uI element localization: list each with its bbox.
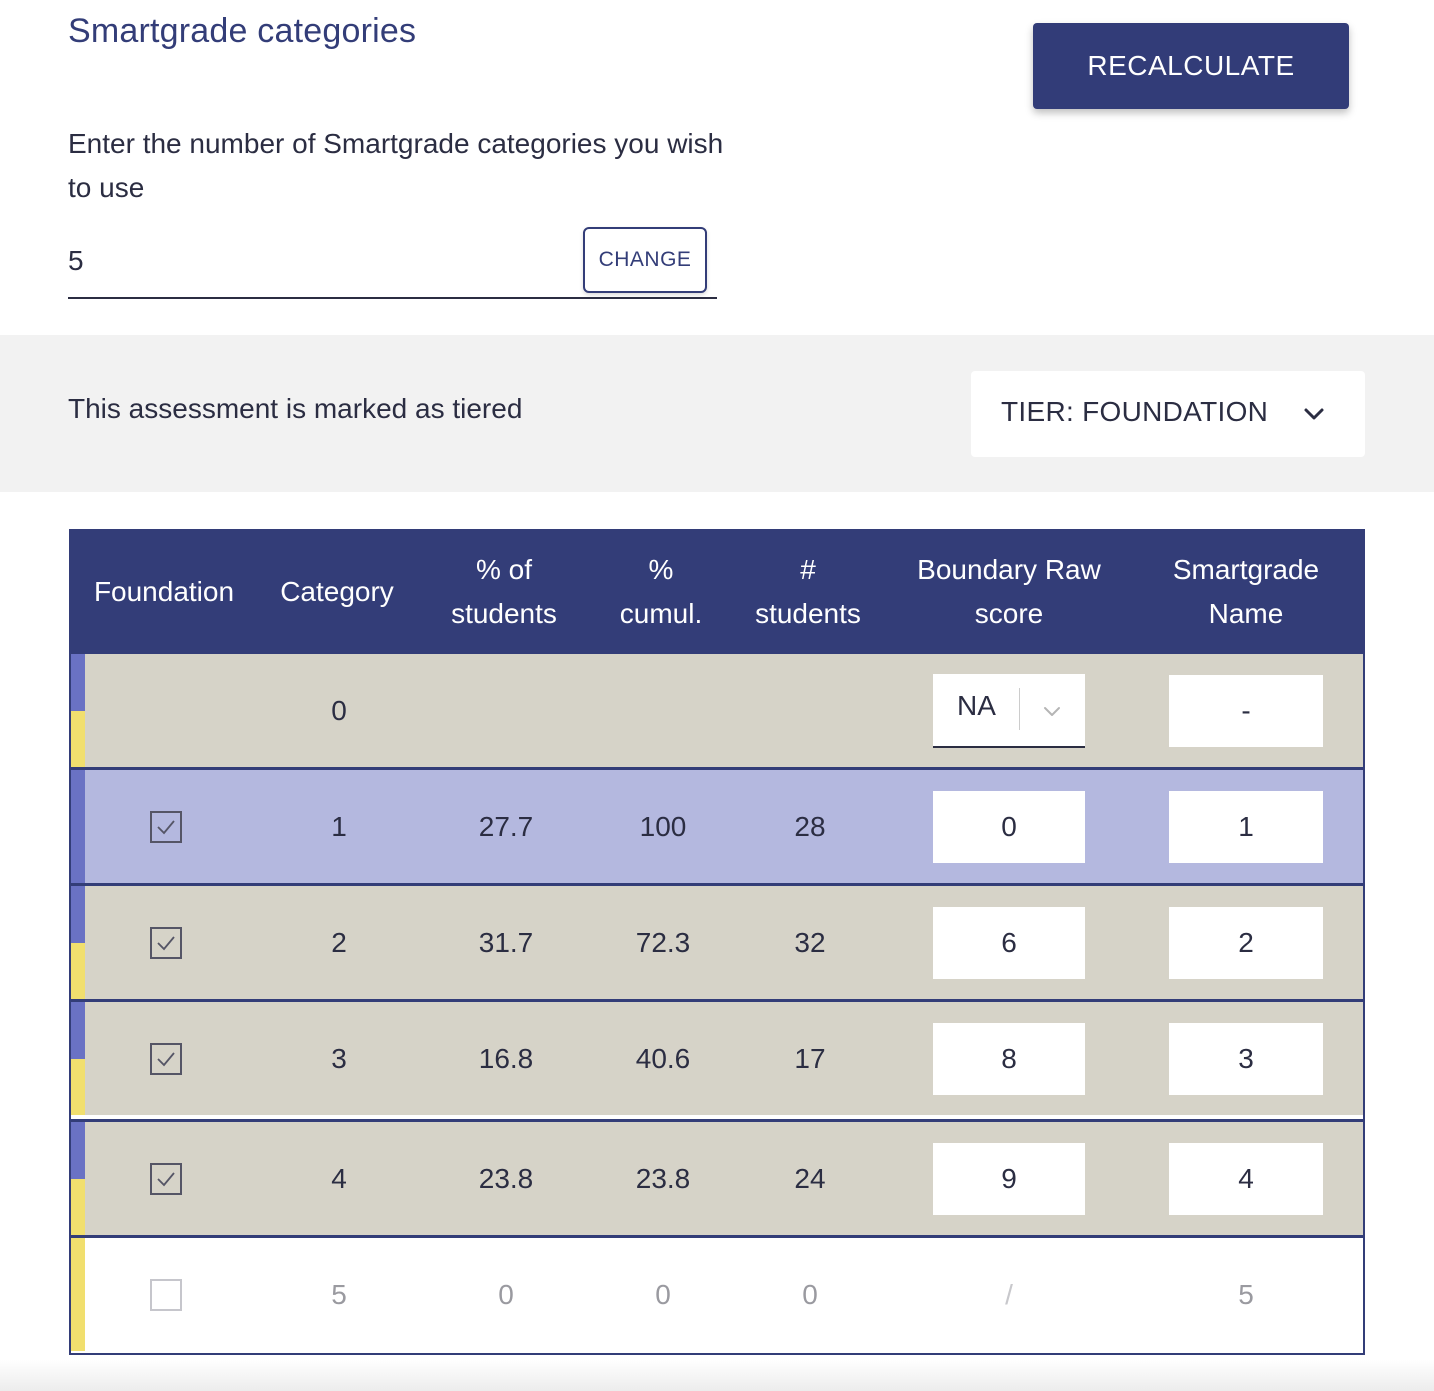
tier-stripe-higher bbox=[71, 886, 85, 943]
category-count-row bbox=[68, 226, 717, 299]
tier-stripe-higher bbox=[71, 654, 85, 711]
foundation-checkbox[interactable] bbox=[150, 927, 182, 959]
category-count-input[interactable] bbox=[68, 238, 568, 284]
boundary-placeholder: / bbox=[1005, 1278, 1013, 1310]
foundation-cell bbox=[131, 770, 201, 883]
category-cell: 1 bbox=[331, 810, 347, 842]
tier-stripe-foundation bbox=[71, 943, 85, 999]
foundation-cell bbox=[131, 1238, 201, 1351]
smartgrade-name-input[interactable]: 3 bbox=[1169, 1023, 1323, 1095]
tier-stripe-foundation bbox=[71, 1059, 85, 1115]
change-button[interactable]: CHANGE bbox=[583, 227, 707, 293]
col-smartgrade-name: Smartgrade Name bbox=[1172, 553, 1320, 629]
tier-stripe-foundation bbox=[71, 1179, 85, 1235]
table-row bbox=[71, 1238, 1363, 1351]
table-row bbox=[71, 1122, 1363, 1235]
pct-students-cell: 27.7 bbox=[478, 810, 534, 842]
pct-students-cell: 31.7 bbox=[478, 926, 534, 958]
tier-stripe-foundation bbox=[71, 1238, 85, 1351]
tier-stripe-higher bbox=[71, 1002, 85, 1059]
tier-stripe-higher bbox=[71, 1122, 85, 1179]
name-cell bbox=[1169, 1122, 1323, 1235]
boundary-select-value: NA bbox=[957, 689, 996, 721]
col-category: Category bbox=[280, 575, 394, 607]
recalculate-button[interactable]: RECALCULATE bbox=[1033, 23, 1349, 109]
col-pct-students: % of students bbox=[451, 553, 557, 629]
category-cell: 3 bbox=[331, 1042, 347, 1074]
foundation-cell bbox=[131, 1002, 201, 1115]
category-cell: 5 bbox=[331, 1278, 347, 1310]
table-row bbox=[71, 770, 1363, 883]
num-students-cell: 0 bbox=[802, 1278, 818, 1310]
pct-cumul-cell: 23.8 bbox=[635, 1162, 691, 1194]
foundation-checkbox[interactable] bbox=[150, 811, 182, 843]
category-count-instructions: Enter the number of Smartgrade categories you wish to use bbox=[68, 128, 724, 203]
pct-students-cell: 23.8 bbox=[478, 1162, 534, 1194]
foundation-checkbox[interactable] bbox=[150, 1043, 182, 1075]
foundation-checkbox[interactable] bbox=[150, 1163, 182, 1195]
boundary-input[interactable]: 8 bbox=[933, 1023, 1085, 1095]
num-students-cell: 28 bbox=[794, 810, 826, 842]
tier-stripe-foundation bbox=[71, 711, 85, 767]
select-divider bbox=[1019, 688, 1020, 730]
tier-message: This assessment is marked as tiered bbox=[68, 393, 523, 424]
name-cell bbox=[1169, 770, 1323, 883]
boundary-input[interactable]: 0 bbox=[933, 791, 1085, 863]
pct-cumul-cell: 0 bbox=[655, 1278, 671, 1310]
check-icon bbox=[154, 815, 178, 839]
chevron-down-icon bbox=[1041, 700, 1063, 722]
page-title: Smartgrade categories bbox=[68, 12, 417, 50]
table-row bbox=[71, 1002, 1363, 1115]
check-icon bbox=[154, 1047, 178, 1071]
tier-band bbox=[0, 335, 1434, 492]
foundation-cell bbox=[131, 886, 201, 999]
table-row bbox=[71, 886, 1363, 999]
smartgrade-name-input[interactable]: 4 bbox=[1169, 1143, 1323, 1215]
boundary-cell bbox=[933, 770, 1085, 883]
category-cell: 0 bbox=[331, 694, 347, 726]
boundary-cell bbox=[933, 886, 1085, 999]
foundation-checkbox[interactable] bbox=[150, 1279, 182, 1311]
name-cell bbox=[1169, 886, 1323, 999]
num-students-cell: 32 bbox=[794, 926, 826, 958]
check-icon bbox=[154, 931, 178, 955]
pct-cumul-cell: 72.3 bbox=[635, 926, 691, 958]
col-num-students: # students bbox=[755, 553, 861, 629]
category-cell: 2 bbox=[331, 926, 347, 958]
boundary-input[interactable]: 9 bbox=[933, 1143, 1085, 1215]
name-cell: 5 bbox=[1238, 1278, 1254, 1310]
num-students-cell: 24 bbox=[794, 1162, 826, 1194]
pct-cumul-cell: 100 bbox=[639, 810, 687, 842]
pct-cumul-cell: 40.6 bbox=[635, 1042, 691, 1074]
tier-dropdown-value: TIER: FOUNDATION bbox=[1001, 396, 1269, 427]
boundary-cell bbox=[933, 1238, 1085, 1351]
categories-table bbox=[69, 529, 1365, 1355]
col-pct-cumul: % cumul. bbox=[619, 553, 703, 629]
tier-dropdown[interactable] bbox=[971, 371, 1365, 457]
smartgrade-name-input[interactable]: - bbox=[1169, 675, 1323, 747]
check-icon bbox=[154, 1167, 178, 1191]
table-header bbox=[69, 529, 1365, 654]
smartgrade-name-input[interactable]: 2 bbox=[1169, 907, 1323, 979]
boundary-input[interactable]: 6 bbox=[933, 907, 1085, 979]
page-bottom-fade bbox=[0, 1360, 1434, 1391]
boundary-cell bbox=[933, 654, 1085, 767]
table-row bbox=[71, 654, 1363, 767]
boundary-cell bbox=[933, 1002, 1085, 1115]
pct-students-cell: 0 bbox=[498, 1278, 514, 1310]
name-cell bbox=[1169, 1002, 1323, 1115]
boundary-cell bbox=[933, 1122, 1085, 1235]
smartgrade-name-input[interactable]: 1 bbox=[1169, 791, 1323, 863]
chevron-down-icon bbox=[1301, 401, 1327, 427]
name-cell bbox=[1169, 654, 1323, 767]
foundation-cell bbox=[131, 1122, 201, 1235]
category-cell: 4 bbox=[331, 1162, 347, 1194]
col-foundation: Foundation bbox=[93, 575, 235, 607]
boundary-select[interactable] bbox=[933, 674, 1085, 748]
tier-stripe-higher bbox=[71, 770, 85, 883]
col-boundary-raw-score: Boundary Raw score bbox=[917, 553, 1101, 629]
pct-students-cell: 16.8 bbox=[478, 1042, 534, 1074]
num-students-cell: 17 bbox=[794, 1042, 826, 1074]
